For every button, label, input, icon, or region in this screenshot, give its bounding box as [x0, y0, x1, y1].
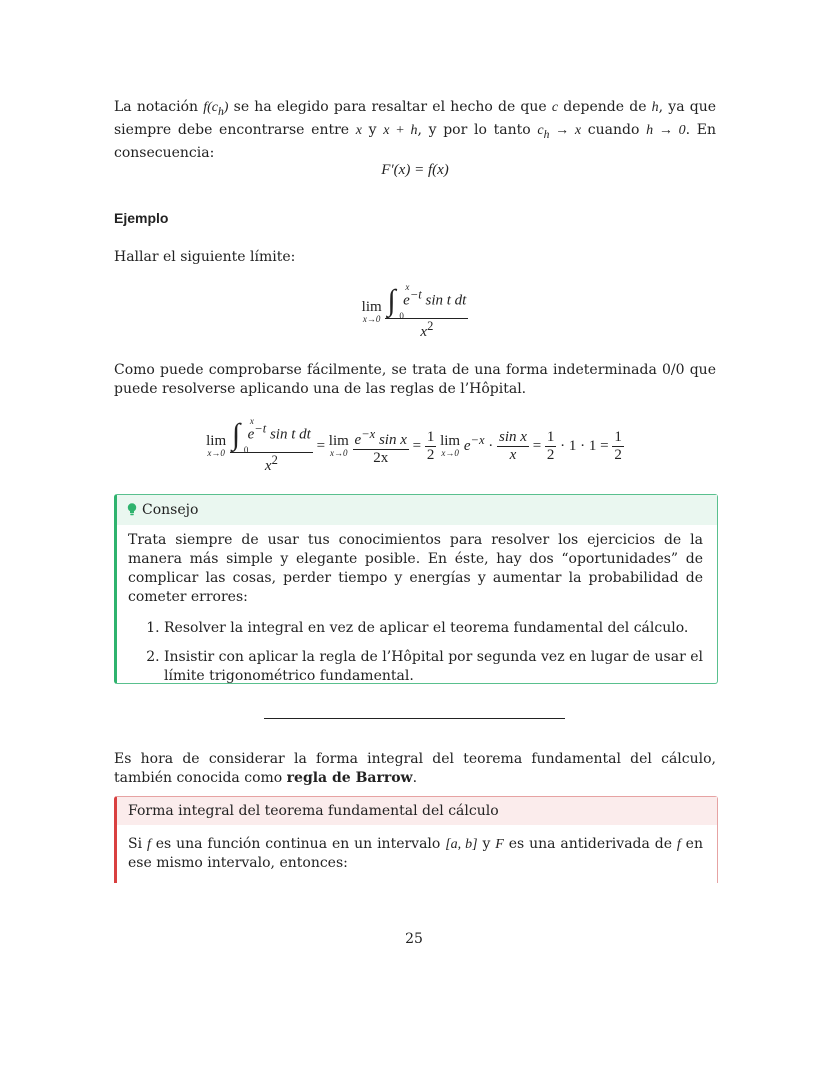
- tip-box: [114, 494, 718, 684]
- example-statement: Hallar el siguiente límite:: [114, 249, 296, 265]
- lhopital-equation: lim x→0 ∫ x 0 $e^{-t}$ sin t dt $x^2$ = lim x→0 $\frac{e^{-x} \sin x}{2x}$ = $\frac{1}{2}$ lim x→0 $e^{-x}$ · $\frac{\text{sin x}}{x}$ = $\frac{1}{2}$ · 1 · 1 = $\frac{1}{2}$: [206, 416, 622, 474]
- integral-sign: ∫ x 0: [387, 282, 410, 321]
- list-item: 2. Insistir con aplicar la regla de l’Hôpital por segunda vez en lugar de usar el límite trigonométrico fundamental.: [164, 648, 703, 686]
- tip-header: [117, 495, 717, 525]
- derivative-equation: F′(x) = f(x): [381, 162, 449, 178]
- theorem-title: Forma integral del teorema fundamental del cálculo: [117, 797, 717, 825]
- theorem-text: Si f es una función continua en un intervalo [a, b] y F es una antiderivada de f en ese mismo intervalo, entonces:: [128, 836, 703, 871]
- list-item: 1. Resolver la integral en vez de aplicar el teorema fundamental del cálculo.: [164, 619, 703, 638]
- integral-fraction: ∫ x 0 $e^{-t}$ sin t dt $x^2$: [387, 282, 467, 340]
- theorem-box: [114, 796, 718, 883]
- tip-list: [128, 619, 703, 686]
- limit-equation: [114, 284, 716, 341]
- section-divider: [264, 718, 565, 719]
- example-heading: Ejemplo: [114, 210, 169, 226]
- barrow-paragraph: Es hora de considerar la forma integral del teorema fundamental del cálculo, también conocida como regla de Barrow.: [114, 751, 716, 786]
- lightbulb-icon: [127, 503, 137, 516]
- page-number: 25: [405, 931, 423, 947]
- intro-paragraph: La notación $f(c_h)$ se ha elegido para resaltar el hecho de que c depende de h, ya que siempre debe encontrarse entre x y x + h, y por lo tanto $c_h \to x$ cuando h → 0. En consecuencia:: [114, 99, 717, 161]
- limit-operator: lim x→0: [361, 298, 382, 324]
- tip-title: Consejo: [142, 502, 199, 518]
- tip-text: Trata siempre de usar tus conocimientos para resolver los ejercicios de la manera más simple y elegante posible. En éste, hay dos “oportunidades” de complicar las cosas, perder tiempo y energías y aumentar la probabilidad de cometer errores:: [128, 532, 703, 605]
- indeterminate-paragraph: Como puede comprobarse fácilmente, se trata de una forma indeterminada 0/0 que puede resolverse aplicando una de las reglas de l’Hôpital.: [114, 362, 716, 397]
